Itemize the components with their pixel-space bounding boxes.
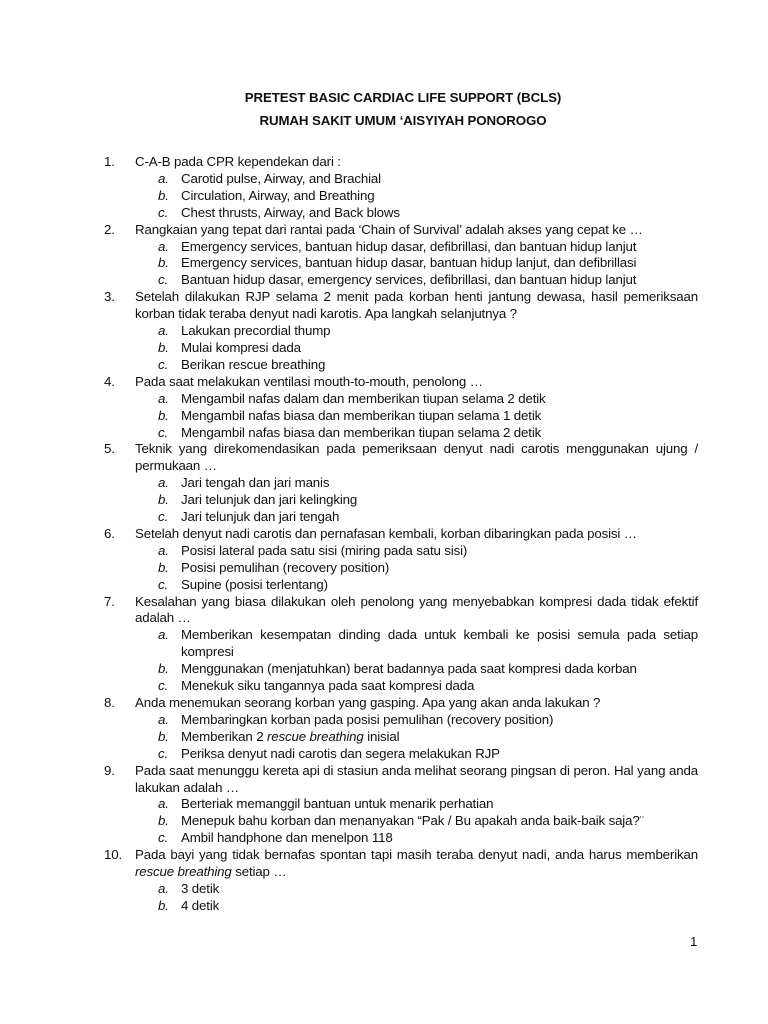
option-text: Periksa denyut nadi carotis dan segera melakukan RJP [181,745,500,761]
option-item [0,543,698,560]
option-item [0,188,698,205]
option-text: Jari telunjuk dan jari kelingking [181,492,358,508]
option-text: Memberikan kesempatan dinding dada untuk kembali ke posisi semula pada setiap kompresi [181,627,698,660]
option-letter: b. [158,407,169,423]
question-text: Pada saat menunggu kereta api di stasiun anda melihat seorang pingsan di peron. Hal yang anda lakukan adalah … [135,762,698,795]
option-text: Posisi pemulihan (recovery position) [181,559,390,575]
option-text: Lakukan precordial thump [181,323,331,339]
option-letter: a. [158,796,169,812]
option-text: Menepuk bahu korban dan menanyakan “Pak / Bu apakah anda baik-baik saja?¨ [181,813,644,829]
option-letter: b. [158,728,169,744]
option-item [0,255,698,272]
question-item [0,374,698,391]
option-letter: c. [158,678,169,694]
page-number: 1 [690,934,698,949]
option-letter: b. [158,559,169,575]
option-item [0,475,698,492]
option-letter: b. [158,187,169,203]
question-item [0,154,698,171]
option-letter: a. [158,238,169,254]
question-number: 8. [104,695,115,710]
question-item [0,695,698,712]
option-text: Jari tengah dan jari manis [181,475,330,491]
option-letter: c. [158,576,169,592]
option-text: Carotid pulse, Airway, and Brachial [181,170,381,186]
option-letter: c. [158,424,169,440]
option-text: Membaringkan korban pada posisi pemulihan (recovery position) [181,711,554,727]
option-text: Mulai kompresi dada [181,339,301,355]
option-letter: b. [158,255,169,271]
question-text-part: Pada bayi yang tidak bernafas spontan tapi masih teraba denyut nadi, anda harus memberikan [135,847,698,863]
document-subtitle: RUMAH SAKIT UMUM ‘AISYIYAH PONOROGO [259,113,547,128]
question-item [0,222,698,239]
question-item [0,763,698,797]
option-letter: a. [158,170,169,186]
option-text: Bantuan hidup dasar, emergency services, defibrillasi, dan bantuan hidup lanjut [181,272,637,288]
option-text: Mengambil nafas biasa dan memberikan tiupan selama 1 detik [181,407,542,423]
option-letter: c. [158,356,169,372]
option-text: Berteriak memanggil bantuan untuk menarik perhatian [181,796,494,812]
question-number: 4. [104,373,115,389]
question-text: C-A-B pada CPR kependekan dari : [135,154,341,169]
option-item [0,661,698,678]
option-item [0,509,698,526]
question-item [0,289,698,323]
question-list [0,154,768,915]
option-item [0,492,698,509]
question-text: Anda menemukan seorang korban yang gasping. Apa yang akan anda lakukan ? [135,695,601,710]
question-text: Setelah denyut nadi carotis dan pernafasan kembali, korban dibaringkan pada posisi … [135,525,637,541]
option-text: Menggunakan (menjatuhkan) berat badannya pada saat kompresi dada korban [181,661,637,677]
question-item [0,441,698,475]
option-item [0,323,698,340]
option-item [0,627,698,661]
question-text: Rangkaian yang tepat dari rantai pada ‘Chain of Survival’ adalah akses yang cepat ke … [135,221,643,237]
question-item [0,594,698,628]
option-text [181,729,698,746]
question-number: 3. [104,289,115,305]
option-letter: a. [158,323,169,339]
question-text: Kesalahan yang biasa dilakukan oleh penolong yang menyebabkan kompresi dada tidak efektif adalah … [135,593,698,626]
question-number: 9. [104,762,115,778]
option-item [0,239,698,256]
option-text: Ambil handphone dan menelpon 118 [181,830,393,846]
option-text: Mengambil nafas dalam dan memberikan tiupan selama 2 detik [181,390,546,406]
option-text: Chest thrusts, Airway, and Back blows [181,204,400,220]
option-item [0,746,698,763]
option-item [0,408,698,425]
option-item [0,898,698,915]
question-text: Pada saat melakukan ventilasi mouth-to-mouth, penolong … [135,373,483,389]
option-item [0,272,698,289]
question-number: 10. [104,847,123,863]
option-item [0,729,698,746]
option-text: 4 detik [181,897,220,913]
option-item [0,205,698,222]
option-item [0,391,698,408]
option-letter: c. [158,272,169,288]
question-text: Teknik yang direkomendasikan pada pemeriksaan denyut nadi carotis menggunakan ujung / permukaan … [135,441,698,474]
option-letter: a. [158,711,169,727]
option-item [0,712,698,729]
option-item [0,560,698,577]
option-letter: b. [158,897,169,913]
option-letter: a. [158,627,169,643]
option-letter: b. [158,661,169,677]
option-text-part: inisial [363,728,400,744]
question-text: Setelah dilakukan RJP selama 2 menit pada korban henti jantung dewasa, hasil pemeriksaan korban tidak teraba denyut nadi karotis. Apa langkah selanjutnya ? [135,289,698,322]
question-item [0,847,698,881]
option-text: 3 detik [181,880,220,896]
option-letter: a. [158,542,169,558]
option-text: Circulation, Airway, and Breathing [181,187,375,203]
option-letter: b. [158,813,169,829]
option-letter: b. [158,339,169,355]
question-number: 2. [104,221,115,237]
option-text: Emergency services, bantuan hidup dasar, defibrillasi, dan bantuan hidup lanjut [181,238,637,254]
question-number: 5. [104,441,115,457]
option-letter: c. [158,830,169,846]
option-letter: a. [158,475,169,491]
option-letter: a. [158,880,169,896]
option-item [0,425,698,442]
option-item [0,577,698,594]
question-text [135,847,698,881]
option-text: Mengambil nafas biasa dan memberikan tiupan selama 2 detik [181,424,542,440]
question-number: 6. [104,525,115,541]
option-text: Emergency services, bantuan hidup dasar, bantuan hidup lanjut, dan defibrillasi [181,255,637,271]
option-text: Posisi lateral pada satu sisi (miring pada satu sisi) [181,542,468,558]
option-item [0,171,698,188]
question-number: 7. [104,593,115,609]
option-text-italic: rescue breathing [267,728,364,744]
document-title: PRETEST BASIC CARDIAC LIFE SUPPORT (BCLS) [244,90,562,105]
option-text: Jari telunjuk dan jari tengah [181,509,340,525]
option-item [0,830,698,847]
option-letter: c. [158,745,169,761]
option-item [0,340,698,357]
option-letter: b. [158,492,169,508]
option-item [0,813,698,830]
question-item [0,526,698,543]
option-text: Menekuk siku tangannya pada saat kompresi dada [181,678,475,694]
option-item [0,357,698,374]
question-number: 1. [104,154,115,169]
option-letter: c. [158,204,169,220]
option-text: Berikan rescue breathing [181,356,326,372]
option-text-part: Memberikan 2 [181,728,267,744]
option-item [0,881,698,898]
question-text-part: setiap … [231,864,287,880]
option-letter: c. [158,509,169,525]
option-text: Supine (posisi terlentang) [181,576,328,592]
option-item [0,796,698,813]
option-letter: a. [158,390,169,406]
question-text-italic: rescue breathing [135,864,232,880]
option-item [0,678,698,695]
